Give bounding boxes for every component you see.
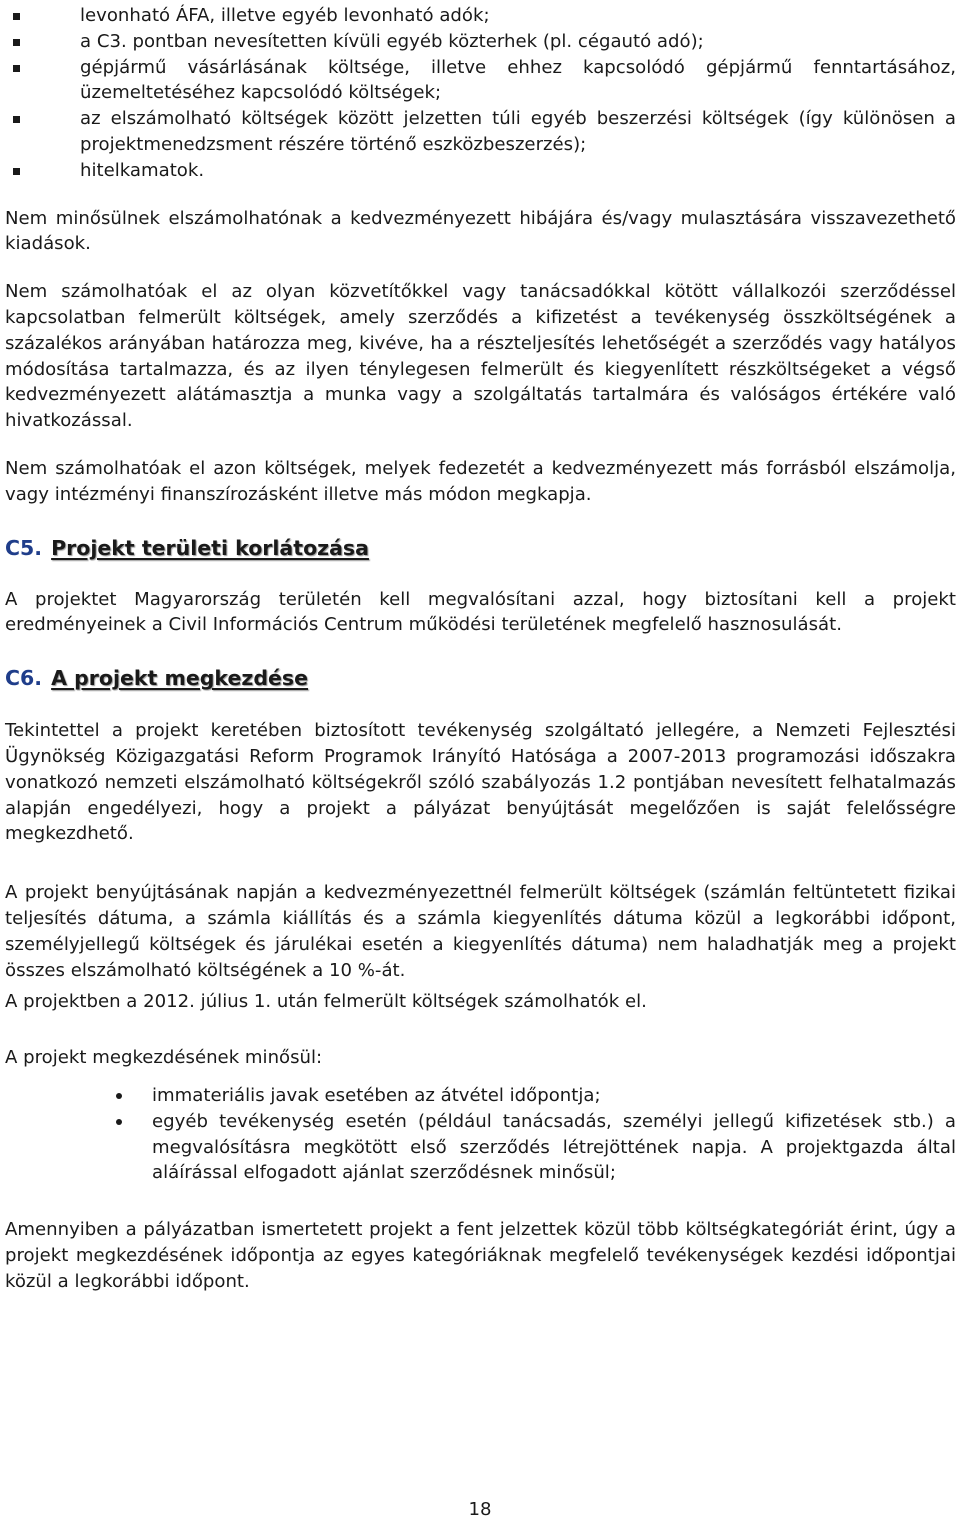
cost-bullet-list xyxy=(5,3,956,184)
section-heading-c6 xyxy=(5,665,956,691)
paragraph: A projekt megkezdésének minősül: xyxy=(5,1047,323,1069)
list-item: gépjármű vásárlásának költsége, illetve ehhez kapcsolódó gépjármű fenntartásához, üzemeltetéséhez kapcsolódó költségek; xyxy=(5,55,956,107)
section-title: Projekt területi korlátozása xyxy=(51,535,369,560)
list-item: hitelkamatok. xyxy=(5,158,956,184)
paragraph: Nem számolhatóak el azon költségek, melyek fedezetét a kedvezményezett más forrásból elszámolja, vagy intézményi finanszírozásként illetve más módon megkapja. xyxy=(5,457,956,505)
list-item: levonható ÁFA, illetve egyéb levonható adók; xyxy=(5,3,956,29)
section-number: C6. xyxy=(5,666,43,691)
start-bullet-list xyxy=(5,1083,956,1186)
paragraph: Tekintettel a projekt keretében biztosított tevékenység szolgáltató jellegére, a Nemzeti Fejlesztési Ügynökség Közigazgatási Reform Programok Irányító Hatósága a 2007-2013 programozási időszakra vonatkozó nemzeti elszámolható költségekről szóló szabályozás 1.2 pontjában nevesített felhatalmazás alapján engedélyezi, hogy a projekt a pályázat benyújtását megelőzően is saját felelősségre megkezdhető. xyxy=(5,720,956,845)
list-item: immateriális javak esetében az átvétel időpontja; xyxy=(5,1083,956,1109)
page-number: 18 xyxy=(468,1499,492,1520)
section-number: C5. xyxy=(5,535,43,560)
list-item: az elszámolható költségek között jelzetten túli egyéb beszerzési költségek (így különösen a projektmenedzsment részére történő eszközbeszerzés); xyxy=(5,106,956,158)
paragraph: Nem minősülnek elszámolhatónak a kedvezményezett hibájára és/vagy mulasztására visszavezethető kiadások. xyxy=(5,207,956,255)
section-heading-c5 xyxy=(5,535,956,561)
paragraph: A projektben a 2012. július 1. után felmerült költségek számolhatók el. xyxy=(5,991,647,1013)
paragraph: A projektet Magyarország területén kell megvalósítani azzal, hogy biztosítani kell a projekt eredményeinek a Civil Információs Centrum működési területének megfelelő hasznosulását. xyxy=(5,588,956,636)
paragraph: A projekt benyújtásának napján a kedvezményezettnél felmerült költségek (számlán feltüntetett fizikai teljesítés dátuma, a számla kiállítás és a számla kiegyenlítés dátuma közül a legkorábbi időpont, személyjellegű költségek és járulékai esetén a kiegyenlítés dátuma) nem haladhatják meg a projekt összes elszámolható költségének a 10 %-át. xyxy=(5,882,956,981)
section-title: A projekt megkezdése xyxy=(51,666,309,691)
list-item: a C3. pontban nevesítetten kívüli egyéb közterhek (pl. cégautó adó); xyxy=(5,29,956,55)
list-item: egyéb tevékenység esetén (például tanácsadás, személyi jellegű kifizetések stb.) a megvalósításra megkötött első szerződés létrejöttének napja. A projektgazda által aláírással elfogadott ajánlat szerződésnek minősül; xyxy=(5,1109,956,1186)
paragraph: Nem számolhatóak el az olyan közvetítőkkel vagy tanácsadókkal kötött vállalkozói szerződéssel kapcsolatban felmerült költségek, amely szerződés a kifizetést a tevékenység összköltségének a százalékos arányában határozza meg, kivéve, ha a részteljesítés lehetőségét a szerződés vagy hatályos módosítása tartalmazza, és az ilyen ténylegesen felmerült és kiegyenlített részköltségeket a végső kedvezményezett alátámasztja a munka vagy a szolgáltatás tartalmára és valóságos értékére való hivatkozással. xyxy=(5,281,956,432)
paragraph: Amennyiben a pályázatban ismertetett projekt a fent jelzettek közül több költségkategóriát érint, úgy a projekt megkezdésének időpontja az egyes kategóriáknak megfelelő tevékenységek kezdési időpontjai közül a legkorábbi időpont. xyxy=(5,1219,956,1292)
page-content xyxy=(5,3,956,1294)
